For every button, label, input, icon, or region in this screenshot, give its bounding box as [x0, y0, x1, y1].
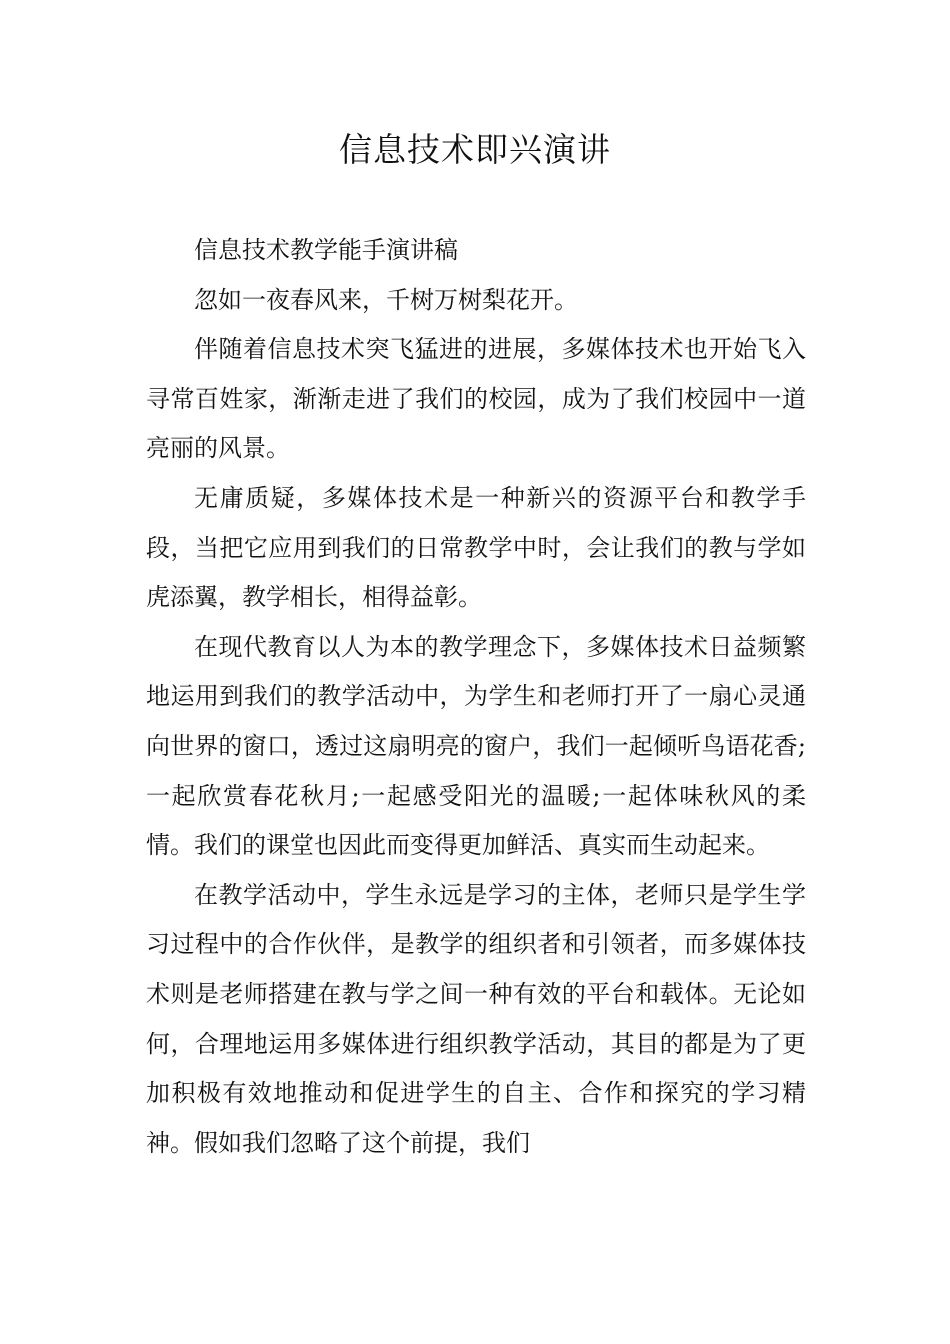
paragraph: 无庸质疑，多媒体技术是一种新兴的资源平台和教学手段，当把它应用到我们的日常教学中时，会让我们的教与学如虎添翼，教学相长，相得益彰。 — [146, 483, 806, 612]
document-body — [146, 226, 806, 1168]
paragraph: 信息技术教学能手演讲稿 — [194, 236, 458, 264]
paragraph: 伴随着信息技术突飞猛进的进展，多媒体技术也开始飞入寻常百姓家，渐渐走进了我们的校园，成为了我们校园中一道亮丽的风景。 — [146, 335, 806, 463]
paragraph: 忽如一夜春风来，千树万树梨花开。 — [194, 285, 578, 314]
paragraph: 在教学活动中，学生永远是学习的主体，老师只是学生学习过程中的合作伙伴，是教学的组织者和引领者，而多媒体技术则是老师搭建在教与学之间一种有效的平台和载体。无论如何，合理地运用多媒体进行组织教学活动，其目的都是为了更加积极有效地推动和促进学生的自主、合作和探究的学习精神。假如我们忽略了这个前提，我们 — [146, 880, 806, 1157]
paragraph: 在现代教育以人为本的教学理念下，多媒体技术日益频繁地运用到我们的教学活动中，为学生和老师打开了一扇心灵通向世界的窗口，透过这扇明亮的窗户，我们一起倾听鸟语花香;一起欣赏春花秋月;一起感受阳光的温暖;一起体味秋风的柔情。我们的课堂也因此而变得更加鲜活、真实而生动起来。 — [146, 632, 806, 860]
document-title: 信息技术即兴演讲 — [339, 130, 611, 169]
